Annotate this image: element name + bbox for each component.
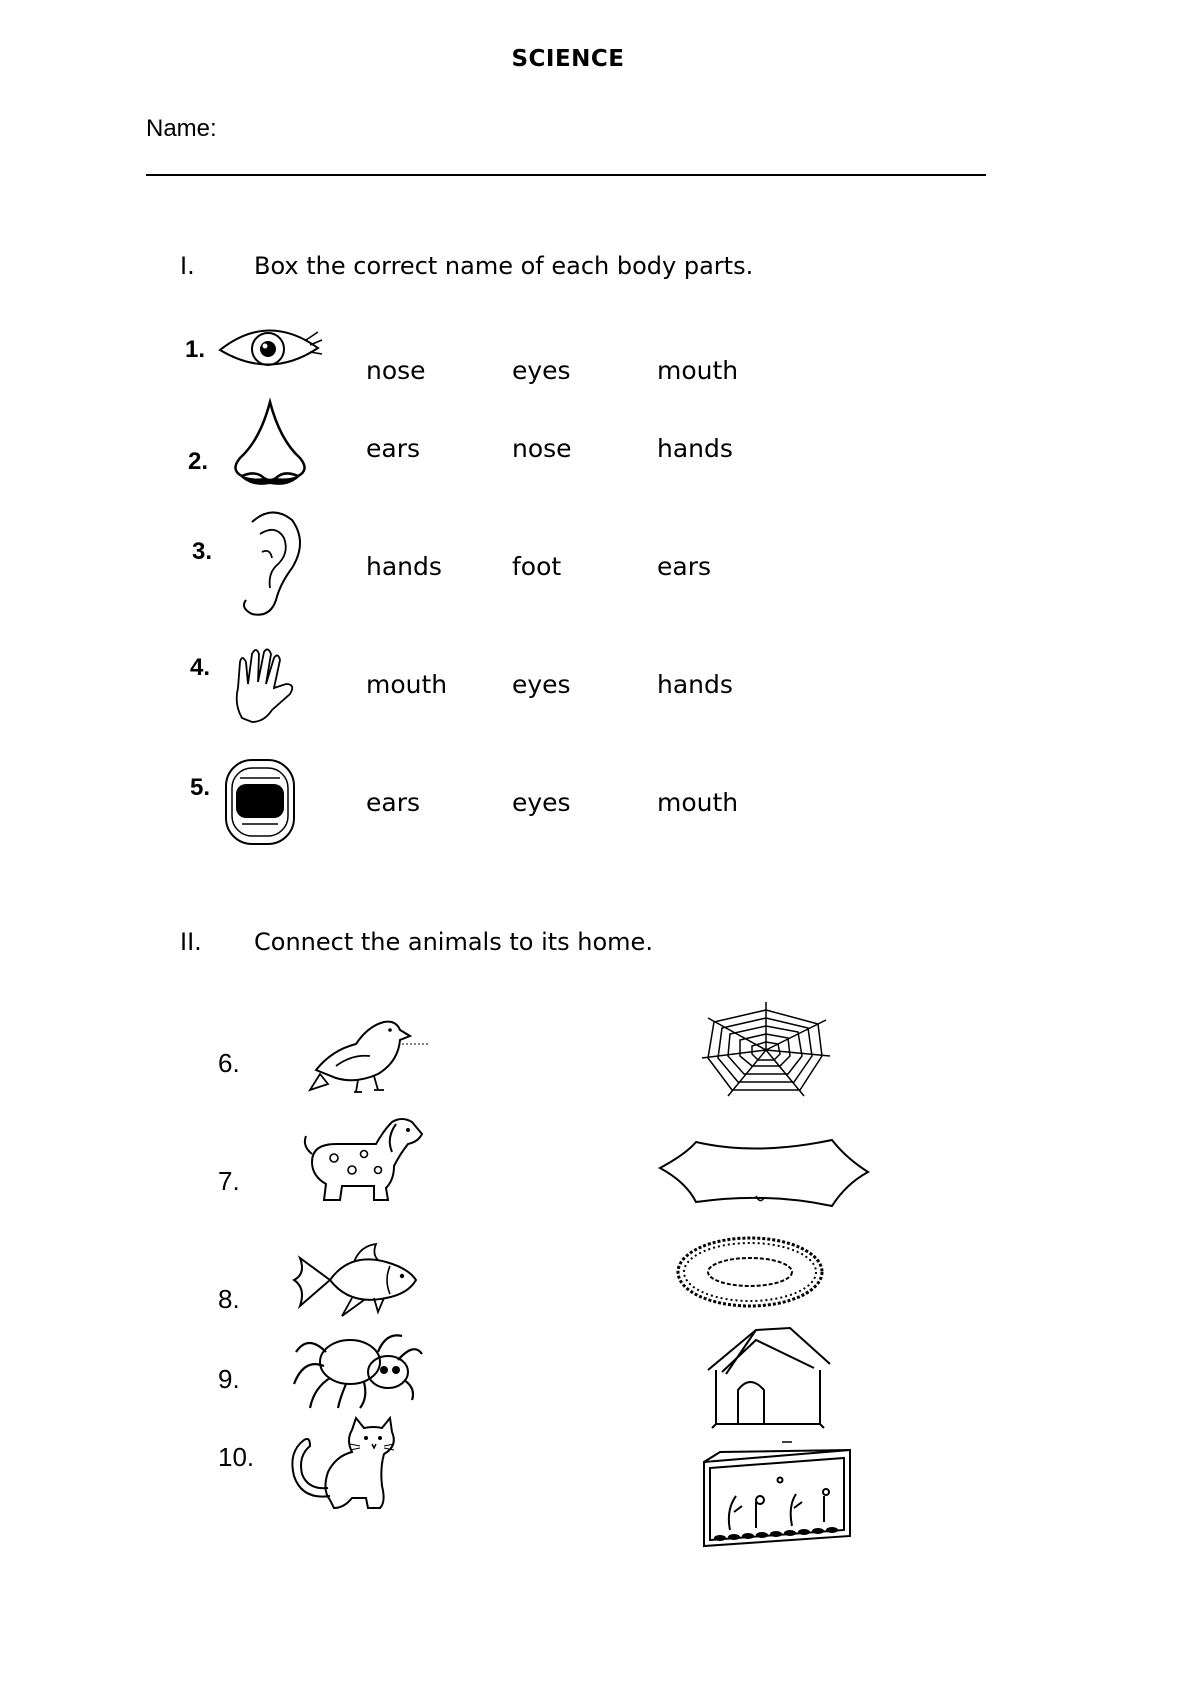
name-label: Name:	[146, 115, 217, 142]
choice-5-2[interactable]: eyes	[512, 788, 571, 817]
choice-4-3[interactable]: hands	[657, 670, 733, 699]
dog-house-icon[interactable]	[702, 1324, 836, 1428]
choice-1-3[interactable]: mouth	[657, 356, 739, 385]
bird-icon[interactable]	[306, 1010, 428, 1094]
section-2-instruction: Connect the animals to its home.	[254, 928, 653, 956]
choice-1-1[interactable]: nose	[366, 356, 426, 385]
question-number-4: 4.	[190, 654, 211, 681]
nest-icon[interactable]	[674, 1234, 826, 1310]
choice-4-1[interactable]: mouth	[366, 670, 448, 699]
choice-3-1[interactable]: hands	[366, 552, 442, 581]
question-number-3: 3.	[192, 538, 213, 565]
eye-icon	[218, 318, 322, 376]
pillow-icon[interactable]	[656, 1134, 872, 1214]
nose-icon	[230, 400, 310, 488]
choice-1-2[interactable]: eyes	[512, 356, 571, 385]
choice-3-2[interactable]: foot	[512, 552, 562, 581]
choice-5-3[interactable]: mouth	[657, 788, 739, 817]
name-field-line	[146, 174, 986, 176]
choice-4-2[interactable]: eyes	[512, 670, 571, 699]
dog-icon[interactable]	[300, 1114, 426, 1206]
animal-number-6: 6.	[218, 1048, 240, 1078]
spider-icon[interactable]	[290, 1328, 424, 1410]
fish-icon[interactable]	[290, 1240, 420, 1320]
question-number-1: 1.	[185, 336, 206, 363]
choice-2-3[interactable]: hands	[657, 434, 733, 463]
choice-3-3[interactable]: ears	[657, 552, 712, 581]
animal-number-7: 7.	[218, 1166, 240, 1196]
animal-number-8: 8.	[218, 1284, 240, 1314]
animal-number-10: 10.	[218, 1442, 255, 1472]
question-number-2: 2.	[188, 448, 209, 475]
page-title: SCIENCE	[511, 46, 625, 72]
choice-5-1[interactable]: ears	[366, 788, 421, 817]
question-number-5: 5.	[190, 774, 211, 801]
aquarium-icon[interactable]	[700, 1440, 854, 1548]
choice-2-1[interactable]: ears	[366, 434, 421, 463]
spider-web-icon[interactable]	[700, 1000, 832, 1100]
section-2-numeral: II.	[180, 928, 202, 956]
choice-2-2[interactable]: nose	[512, 434, 572, 463]
section-1-numeral: I.	[180, 252, 195, 280]
ear-icon	[232, 508, 306, 618]
animal-number-9: 9.	[218, 1364, 240, 1394]
cat-icon[interactable]	[288, 1416, 398, 1516]
section-1-instruction: Box the correct name of each body parts.	[254, 252, 754, 280]
mouth-icon	[224, 758, 296, 848]
hand-icon	[228, 644, 302, 724]
